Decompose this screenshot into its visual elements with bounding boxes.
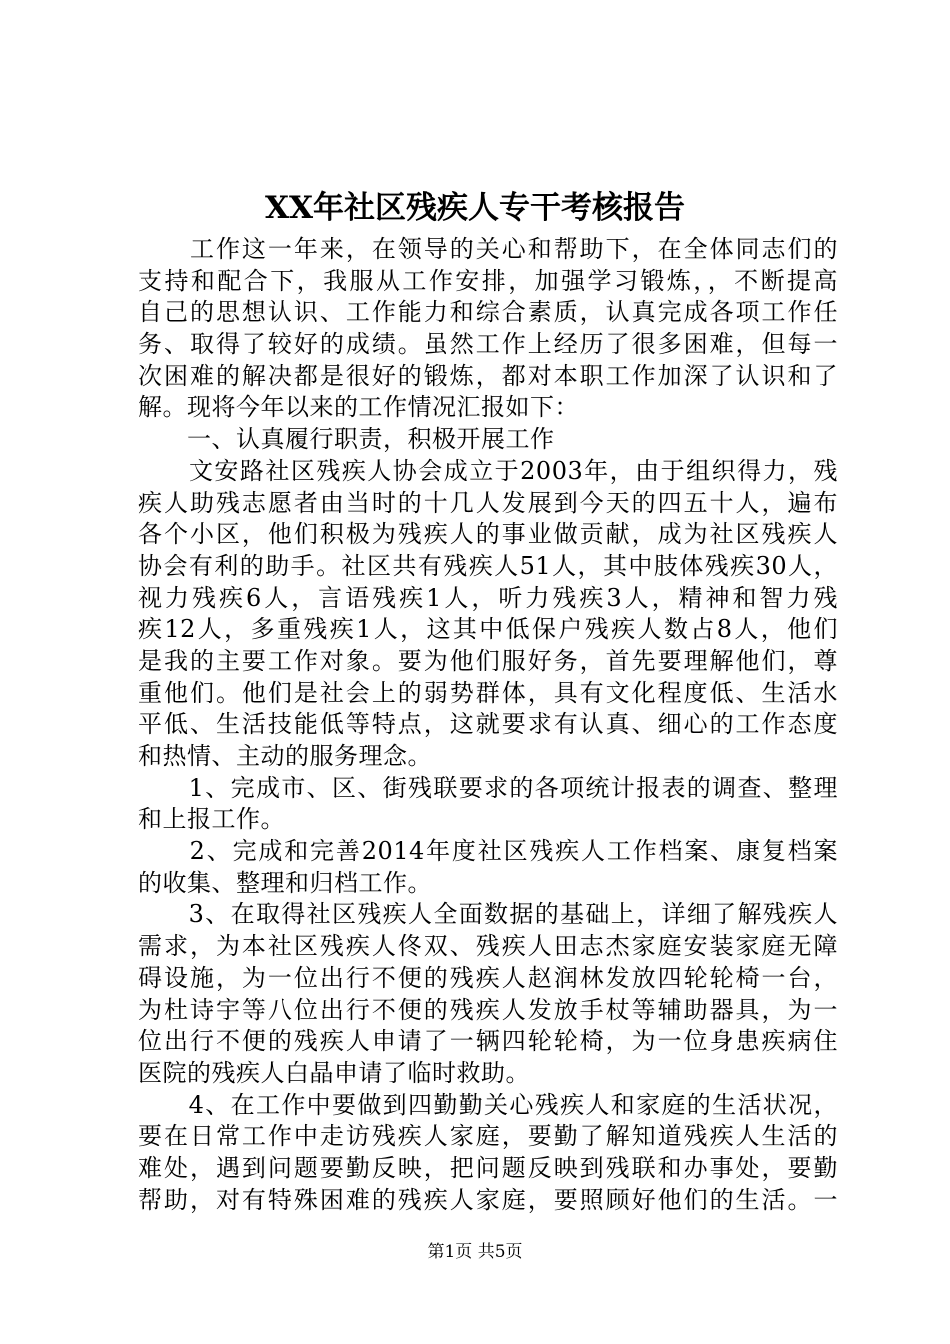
paragraph-line: 务、取得了较好的成绩。虽然工作上经历了很多困难，但每一: [138, 330, 838, 359]
paragraph-line: 医院的残疾人白晶申请了临时救助。: [138, 1058, 530, 1087]
page-number-footer: 第1页 共5页: [427, 1242, 523, 1262]
paragraph-line: 需求，为本社区残疾人佟双、残疾人田志杰家庭安装家庭无障: [138, 932, 838, 961]
paragraph-line: 平低、生活技能低等特点，这就要求有认真、细心的工作态度: [138, 710, 838, 739]
paragraph-line: 碍设施，为一位出行不便的残疾人赵润林发放四轮轮椅一台，: [138, 963, 838, 992]
paragraph-line: 帮助，对有特殊困难的残疾人家庭，要照顾好他们的生活。一: [138, 1185, 838, 1214]
paragraph-line: 协会有利的助手。社区共有残疾人51人，其中肢体残疾30人，: [138, 551, 838, 580]
paragraph-line: 和热情、主动的服务理念。: [138, 742, 432, 770]
paragraph-line: 视力残疾6人，言语残疾1人，听力残疾3人，精神和智力残: [138, 583, 838, 612]
paragraph-line: 2、完成和完善2014年度社区残疾人工作档案、康复档案: [138, 837, 838, 866]
paragraph-line: 位出行不便的残疾人申请了一辆四轮轮椅，为一位身患疾病住: [138, 1027, 838, 1056]
paragraph-line: 支持和配合下，我服从工作安排，加强学习锻炼，，不断提高: [138, 266, 838, 295]
paragraph-line: 是我的主要工作对象。要为他们服好务，首先要理解他们，尊: [138, 646, 838, 675]
paragraph-line: 4、在工作中要做到四勤勤关心残疾人和家庭的生活状况，: [138, 1090, 838, 1119]
document-title: XX年社区残疾人专干考核报告: [264, 190, 686, 226]
paragraph-line: 次困难的解决都是很好的锻炼，都对本职工作加深了认识和了: [138, 361, 838, 390]
paragraph-line: 1、完成市、区、街残联要求的各项统计报表的调查、整理: [138, 773, 838, 802]
section-heading: 一、认真履行职责，积极开展工作: [138, 425, 555, 454]
paragraph-line: 工作这一年来，在领导的关心和帮助下，在全体同志们的: [138, 235, 838, 263]
paragraph-line: 解。现将今年以来的工作情况汇报如下：: [138, 393, 579, 422]
paragraph-line: 重他们。他们是社会上的弱势群体，具有文化程度低、生活水: [138, 678, 838, 707]
paragraph-line: 为杜诗宇等八位出行不便的残疾人发放手杖等辅助器具，为一: [138, 995, 838, 1024]
paragraph-line: 的收集、整理和归档工作。: [138, 868, 432, 897]
paragraph-line: 3、在取得社区残疾人全面数据的基础上，详细了解残疾人: [138, 900, 838, 929]
paragraph-line: 自己的思想认识、工作能力和综合素质，认真完成各项工作任: [138, 298, 838, 327]
paragraph-line: 和上报工作。: [138, 805, 285, 834]
paragraph-line: 疾人助残志愿者由当时的十几人发展到今天的四五十人，遍布: [138, 488, 838, 517]
paragraph-line: 要在日常工作中走访残疾人家庭，要勤了解知道残疾人生活的: [138, 1122, 838, 1151]
paragraph-line: 各个小区，他们积极为残疾人的事业做贡献，成为社区残疾人: [138, 520, 838, 549]
paragraph-line: 文安路社区残疾人协会成立于2003年，由于组织得力，残: [138, 456, 838, 485]
paragraph-line: 疾12人，多重残疾1人，这其中低保户残疾人数占8人，他们: [138, 615, 838, 644]
document-body: [138, 234, 838, 1216]
paragraph-line: 难处，遇到问题要勤反映，把问题反映到残联和办事处，要勤: [138, 1153, 838, 1182]
